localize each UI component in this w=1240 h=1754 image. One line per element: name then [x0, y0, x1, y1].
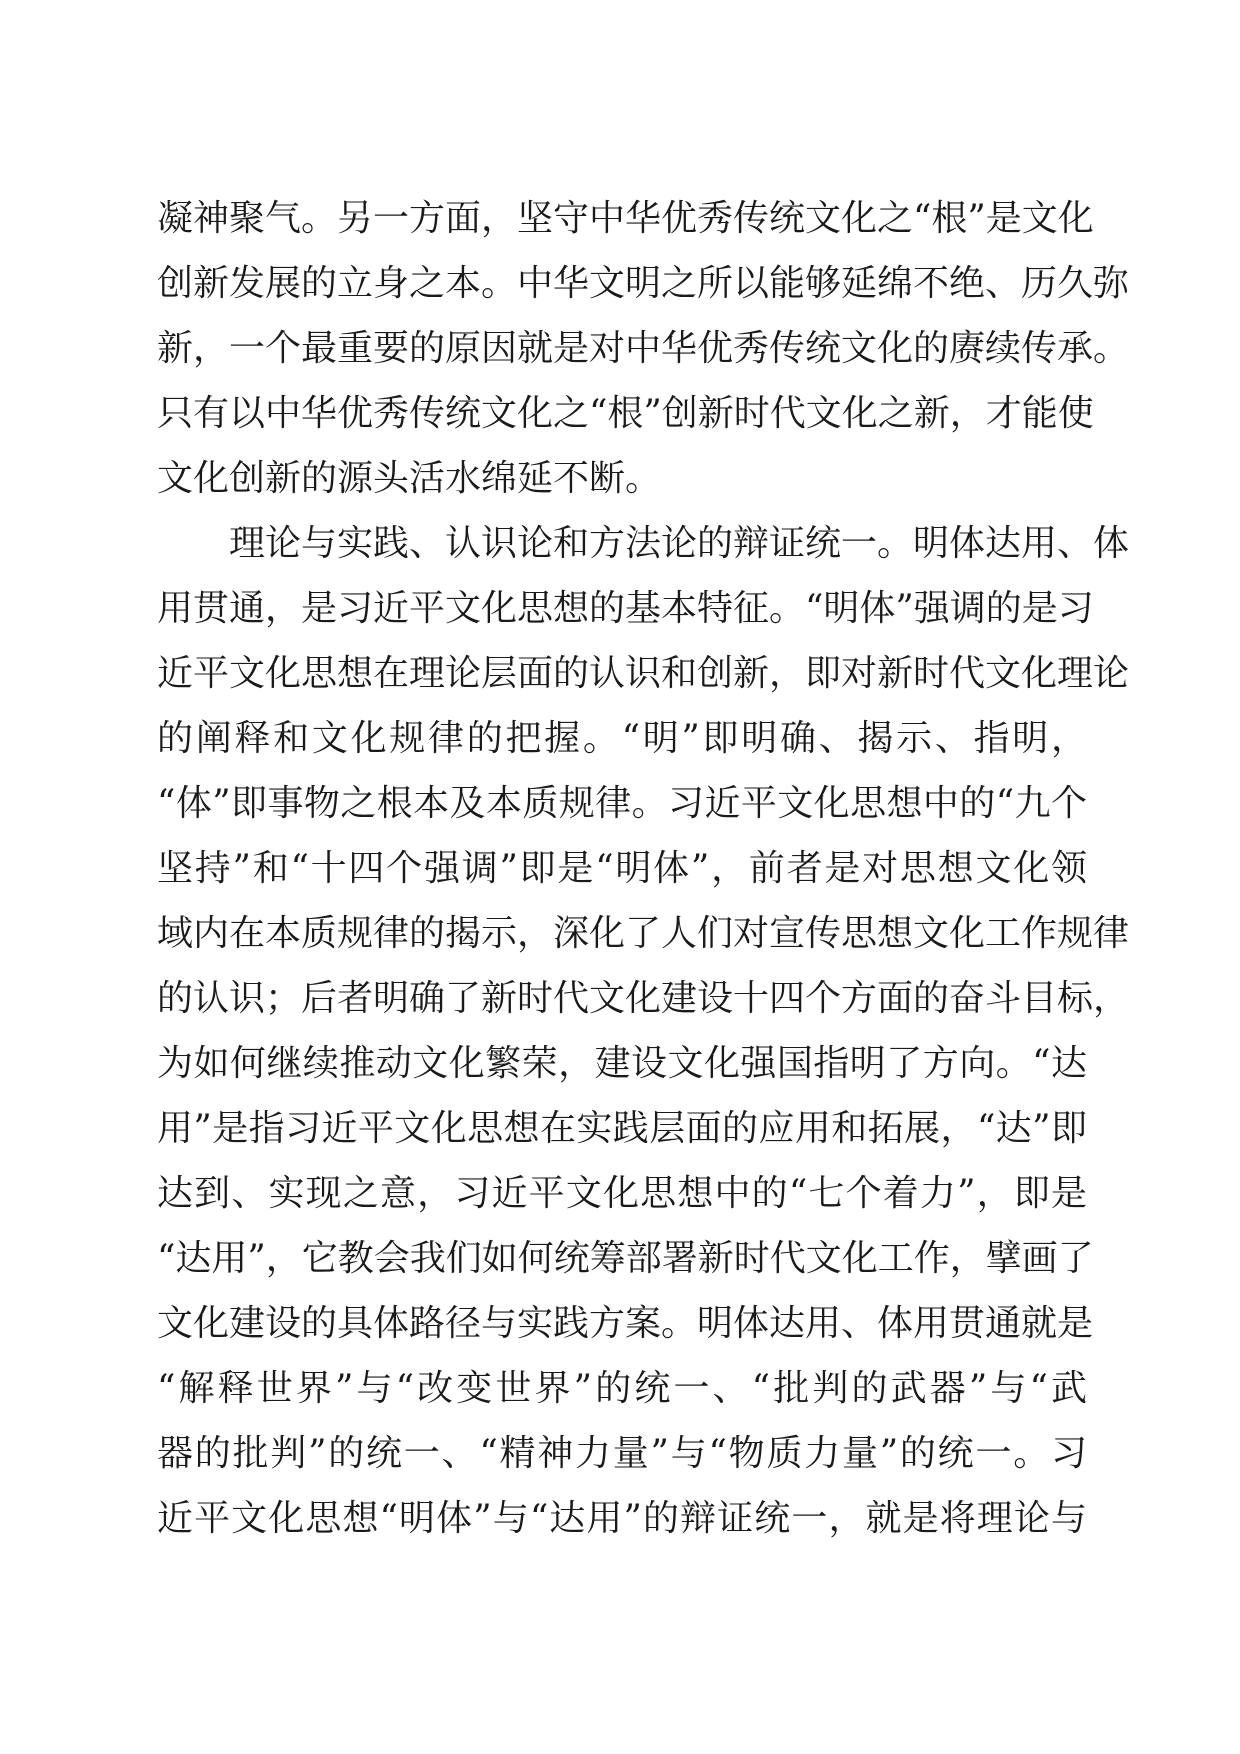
paragraph-first-line: 理论与实践、认识论和方法论的辩证统一。明体达用、体	[229, 523, 1130, 564]
text-line: “体”即事物之根本及本质规律。习近平文化思想中的“九个	[157, 783, 1087, 824]
text-line: 达到、实现之意，习近平文化思想中的“七个着力”，即是	[157, 1173, 1087, 1214]
text-line: 的阐释和文化规律的把握。“明”即明确、揭示、指明，	[157, 718, 1087, 759]
text-line: “解释世界”与“改变世界”的统一、“批判的武器”与“武	[157, 1368, 1087, 1409]
body-text	[157, 186, 1130, 1551]
text-line: 近平文化思想在理论层面的认识和创新，即对新时代文化理论	[157, 653, 1130, 694]
text-line: 文化创新的源头活水绵延不断。	[157, 458, 662, 499]
text-line: 凝神聚气。另一方面，坚守中华优秀传统文化之“根”是文化	[157, 198, 1094, 239]
text-line: 器的批判”的统一、“精神力量”与“物质力量”的统一。习	[157, 1433, 1087, 1474]
text-line: 的认识；后者明确了新时代文化建设十四个方面的奋斗目标，	[157, 978, 1130, 1019]
text-line: 近平文化思想“明体”与“达用”的辩证统一，就是将理论与	[157, 1498, 1087, 1539]
text-line: 新，一个最重要的原因就是对中华优秀传统文化的赓续传承。	[157, 328, 1130, 369]
text-line: 用”是指习近平文化思想在实践层面的应用和拓展，“达”即	[157, 1108, 1087, 1149]
text-line: 文化建设的具体路径与实践方案。明体达用、体用贯通就是	[157, 1303, 1094, 1344]
text-line: 坚持”和“十四个强调”即是“明体”，前者是对思想文化领	[157, 848, 1087, 889]
text-line: “达用”，它教会我们如何统筹部署新时代文化工作，擘画了	[157, 1238, 1094, 1279]
text-line: 用贯通，是习近平文化思想的基本特征。“明体”强调的是习	[157, 588, 1094, 629]
text-line: 域内在本质规律的揭示，深化了人们对宣传思想文化工作规律	[157, 913, 1130, 954]
text-line: 创新发展的立身之本。中华文明之所以能够延绵不绝、历久弥	[157, 263, 1130, 304]
text-line: 为如何继续推动文化繁荣，建设文化强国指明了方向。“达	[157, 1043, 1087, 1084]
text-line: 只有以中华优秀传统文化之“根”创新时代文化之新，才能使	[157, 393, 1094, 434]
